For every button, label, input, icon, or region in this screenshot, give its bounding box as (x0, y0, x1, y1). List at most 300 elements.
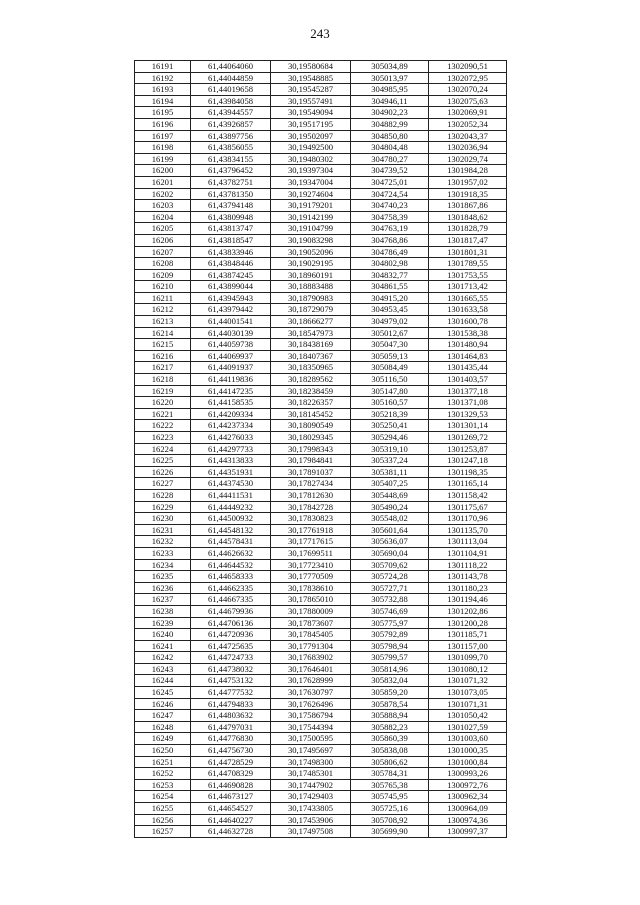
latitude-cell: 61,44059738 (191, 339, 271, 351)
point-number-cell: 16231 (135, 524, 191, 536)
longitude-cell: 30,19052096 (271, 246, 351, 258)
longitude-cell: 30,17429403 (271, 791, 351, 803)
latitude-cell: 61,44019658 (191, 84, 271, 96)
y-coordinate-cell: 1301633,58 (429, 304, 507, 316)
longitude-cell: 30,19397304 (271, 165, 351, 177)
y-coordinate-cell: 1301848,62 (429, 211, 507, 223)
latitude-cell: 61,44667335 (191, 594, 271, 606)
table-row (135, 153, 507, 165)
table-row (135, 118, 507, 130)
longitude-cell: 30,19557491 (271, 95, 351, 107)
point-number-cell: 16200 (135, 165, 191, 177)
point-number-cell: 16206 (135, 234, 191, 246)
longitude-cell: 30,19549094 (271, 107, 351, 119)
table-row (135, 211, 507, 223)
y-coordinate-cell: 1301202,86 (429, 605, 507, 617)
latitude-cell: 61,43834155 (191, 153, 271, 165)
point-number-cell: 16209 (135, 269, 191, 281)
point-number-cell: 16226 (135, 466, 191, 478)
longitude-cell: 30,17485301 (271, 768, 351, 780)
latitude-cell: 61,44119836 (191, 374, 271, 386)
y-coordinate-cell: 1301713,42 (429, 281, 507, 293)
latitude-cell: 61,44654527 (191, 803, 271, 815)
y-coordinate-cell: 1302072,95 (429, 72, 507, 84)
x-coordinate-cell: 305732,88 (351, 594, 429, 606)
longitude-cell: 30,17998343 (271, 443, 351, 455)
latitude-cell: 61,43848446 (191, 258, 271, 270)
point-number-cell: 16256 (135, 814, 191, 826)
latitude-cell: 61,43856055 (191, 142, 271, 154)
table-row (135, 768, 507, 780)
point-number-cell: 16191 (135, 61, 191, 73)
x-coordinate-cell: 304768,86 (351, 234, 429, 246)
y-coordinate-cell: 1301135,70 (429, 524, 507, 536)
longitude-cell: 30,18289562 (271, 374, 351, 386)
table-row (135, 385, 507, 397)
longitude-cell: 30,17984841 (271, 455, 351, 467)
x-coordinate-cell: 304804,48 (351, 142, 429, 154)
x-coordinate-cell: 305838,08 (351, 745, 429, 757)
table-row (135, 362, 507, 374)
point-number-cell: 16203 (135, 200, 191, 212)
latitude-cell: 61,43979442 (191, 304, 271, 316)
table-row (135, 408, 507, 420)
table-row (135, 165, 507, 177)
y-coordinate-cell: 1301828,79 (429, 223, 507, 235)
latitude-cell: 61,44673127 (191, 791, 271, 803)
x-coordinate-cell: 305775,97 (351, 617, 429, 629)
y-coordinate-cell: 1301200,28 (429, 617, 507, 629)
latitude-cell: 61,44500932 (191, 513, 271, 525)
longitude-cell: 30,18090549 (271, 420, 351, 432)
point-number-cell: 16244 (135, 675, 191, 687)
y-coordinate-cell: 1301185,71 (429, 629, 507, 641)
x-coordinate-cell: 305708,92 (351, 814, 429, 826)
table-row (135, 652, 507, 664)
latitude-cell: 61,44725635 (191, 640, 271, 652)
y-coordinate-cell: 1301817,47 (429, 234, 507, 246)
y-coordinate-cell: 1302090,51 (429, 61, 507, 73)
latitude-cell: 61,44724733 (191, 652, 271, 664)
x-coordinate-cell: 305882,23 (351, 721, 429, 733)
x-coordinate-cell: 304915,20 (351, 292, 429, 304)
point-number-cell: 16233 (135, 547, 191, 559)
table-row (135, 397, 507, 409)
y-coordinate-cell: 1301247,18 (429, 455, 507, 467)
x-coordinate-cell: 305888,94 (351, 710, 429, 722)
x-coordinate-cell: 304724,54 (351, 188, 429, 200)
x-coordinate-cell: 305250,41 (351, 420, 429, 432)
x-coordinate-cell: 304953,45 (351, 304, 429, 316)
point-number-cell: 16225 (135, 455, 191, 467)
x-coordinate-cell: 305448,69 (351, 489, 429, 501)
latitude-cell: 61,44797031 (191, 721, 271, 733)
latitude-cell: 61,43794148 (191, 200, 271, 212)
table-row (135, 466, 507, 478)
longitude-cell: 30,19492500 (271, 142, 351, 154)
latitude-cell: 61,43782751 (191, 176, 271, 188)
point-number-cell: 16210 (135, 281, 191, 293)
table-row (135, 733, 507, 745)
y-coordinate-cell: 1301435,44 (429, 362, 507, 374)
y-coordinate-cell: 1301403,57 (429, 374, 507, 386)
table-row (135, 547, 507, 559)
point-number-cell: 16253 (135, 779, 191, 791)
point-number-cell: 16237 (135, 594, 191, 606)
x-coordinate-cell: 304861,55 (351, 281, 429, 293)
latitude-cell: 61,44777532 (191, 687, 271, 699)
latitude-cell: 61,44753132 (191, 675, 271, 687)
latitude-cell: 61,44794833 (191, 698, 271, 710)
point-number-cell: 16211 (135, 292, 191, 304)
y-coordinate-cell: 1301165,14 (429, 478, 507, 490)
latitude-cell: 61,44001541 (191, 316, 271, 328)
longitude-cell: 30,17453906 (271, 814, 351, 826)
longitude-cell: 30,18238459 (271, 385, 351, 397)
longitude-cell: 30,18407367 (271, 350, 351, 362)
table-row (135, 350, 507, 362)
point-number-cell: 16202 (135, 188, 191, 200)
table-row (135, 814, 507, 826)
y-coordinate-cell: 1301789,55 (429, 258, 507, 270)
y-coordinate-cell: 1301301,14 (429, 420, 507, 432)
x-coordinate-cell: 304832,77 (351, 269, 429, 281)
table-row (135, 605, 507, 617)
y-coordinate-cell: 1301957,02 (429, 176, 507, 188)
point-number-cell: 16208 (135, 258, 191, 270)
point-number-cell: 16230 (135, 513, 191, 525)
x-coordinate-cell: 305724,28 (351, 571, 429, 583)
table-row (135, 443, 507, 455)
table-row (135, 629, 507, 641)
point-number-cell: 16257 (135, 826, 191, 838)
latitude-cell: 61,44578431 (191, 536, 271, 548)
x-coordinate-cell: 305814,96 (351, 663, 429, 675)
latitude-cell: 61,44679936 (191, 605, 271, 617)
table-row (135, 281, 507, 293)
longitude-cell: 30,18883488 (271, 281, 351, 293)
table-row (135, 559, 507, 571)
y-coordinate-cell: 1300962,34 (429, 791, 507, 803)
coordinates-table-body (135, 61, 507, 838)
longitude-cell: 30,19502097 (271, 130, 351, 142)
latitude-cell: 61,43781350 (191, 188, 271, 200)
table-row (135, 84, 507, 96)
y-coordinate-cell: 1301464,83 (429, 350, 507, 362)
longitude-cell: 30,17830823 (271, 513, 351, 525)
point-number-cell: 16218 (135, 374, 191, 386)
point-number-cell: 16249 (135, 733, 191, 745)
longitude-cell: 30,17865010 (271, 594, 351, 606)
point-number-cell: 16245 (135, 687, 191, 699)
point-number-cell: 16252 (135, 768, 191, 780)
longitude-cell: 30,19545287 (271, 84, 351, 96)
table-row (135, 234, 507, 246)
y-coordinate-cell: 1300997,37 (429, 826, 507, 838)
latitude-cell: 61,44738032 (191, 663, 271, 675)
table-row (135, 594, 507, 606)
latitude-cell: 61,44690828 (191, 779, 271, 791)
x-coordinate-cell: 304725,01 (351, 176, 429, 188)
x-coordinate-cell: 305084,49 (351, 362, 429, 374)
point-number-cell: 16199 (135, 153, 191, 165)
latitude-cell: 61,44728529 (191, 756, 271, 768)
table-row (135, 489, 507, 501)
point-number-cell: 16216 (135, 350, 191, 362)
x-coordinate-cell: 305792,89 (351, 629, 429, 641)
table-row (135, 316, 507, 328)
latitude-cell: 61,44091937 (191, 362, 271, 374)
latitude-cell: 61,44644532 (191, 559, 271, 571)
table-row (135, 617, 507, 629)
latitude-cell: 61,44720936 (191, 629, 271, 641)
y-coordinate-cell: 1301170,96 (429, 513, 507, 525)
x-coordinate-cell: 305059,13 (351, 350, 429, 362)
x-coordinate-cell: 305160,57 (351, 397, 429, 409)
longitude-cell: 30,17838610 (271, 582, 351, 594)
longitude-cell: 30,18145452 (271, 408, 351, 420)
latitude-cell: 61,43796452 (191, 165, 271, 177)
longitude-cell: 30,18438169 (271, 339, 351, 351)
point-number-cell: 16238 (135, 605, 191, 617)
latitude-cell: 61,43926857 (191, 118, 271, 130)
longitude-cell: 30,19179201 (271, 200, 351, 212)
y-coordinate-cell: 1301003,60 (429, 733, 507, 745)
longitude-cell: 30,18029345 (271, 432, 351, 444)
y-coordinate-cell: 1301480,94 (429, 339, 507, 351)
point-number-cell: 16192 (135, 72, 191, 84)
longitude-cell: 30,17791304 (271, 640, 351, 652)
point-number-cell: 16248 (135, 721, 191, 733)
latitude-cell: 61,44803632 (191, 710, 271, 722)
latitude-cell: 61,44776830 (191, 733, 271, 745)
point-number-cell: 16207 (135, 246, 191, 258)
table-row (135, 675, 507, 687)
table-row (135, 258, 507, 270)
x-coordinate-cell: 305784,31 (351, 768, 429, 780)
longitude-cell: 30,17646401 (271, 663, 351, 675)
longitude-cell: 30,17880009 (271, 605, 351, 617)
point-number-cell: 16229 (135, 501, 191, 513)
y-coordinate-cell: 1301000,35 (429, 745, 507, 757)
table-row (135, 339, 507, 351)
latitude-cell: 61,44374530 (191, 478, 271, 490)
point-number-cell: 16213 (135, 316, 191, 328)
longitude-cell: 30,19517195 (271, 118, 351, 130)
point-number-cell: 16197 (135, 130, 191, 142)
table-row (135, 779, 507, 791)
latitude-cell: 61,44706136 (191, 617, 271, 629)
latitude-cell: 61,44548132 (191, 524, 271, 536)
point-number-cell: 16223 (135, 432, 191, 444)
point-number-cell: 16220 (135, 397, 191, 409)
x-coordinate-cell: 305727,71 (351, 582, 429, 594)
point-number-cell: 16222 (135, 420, 191, 432)
x-coordinate-cell: 304740,23 (351, 200, 429, 212)
longitude-cell: 30,19347004 (271, 176, 351, 188)
coordinates-table (134, 60, 507, 838)
table-row (135, 710, 507, 722)
table-row (135, 374, 507, 386)
table-row (135, 176, 507, 188)
longitude-cell: 30,17723410 (271, 559, 351, 571)
table-row (135, 95, 507, 107)
x-coordinate-cell: 305013,97 (351, 72, 429, 84)
y-coordinate-cell: 1302029,74 (429, 153, 507, 165)
point-number-cell: 16221 (135, 408, 191, 420)
point-number-cell: 16239 (135, 617, 191, 629)
x-coordinate-cell: 304780,27 (351, 153, 429, 165)
latitude-cell: 61,44064060 (191, 61, 271, 73)
point-number-cell: 16246 (135, 698, 191, 710)
point-number-cell: 16201 (135, 176, 191, 188)
longitude-cell: 30,18729079 (271, 304, 351, 316)
x-coordinate-cell: 304979,02 (351, 316, 429, 328)
y-coordinate-cell: 1301377,18 (429, 385, 507, 397)
table-row (135, 536, 507, 548)
point-number-cell: 16219 (135, 385, 191, 397)
latitude-cell: 61,43897756 (191, 130, 271, 142)
point-number-cell: 16232 (135, 536, 191, 548)
longitude-cell: 30,19548885 (271, 72, 351, 84)
y-coordinate-cell: 1300972,76 (429, 779, 507, 791)
longitude-cell: 30,18666277 (271, 316, 351, 328)
latitude-cell: 61,43944557 (191, 107, 271, 119)
x-coordinate-cell: 305601,64 (351, 524, 429, 536)
longitude-cell: 30,17544394 (271, 721, 351, 733)
point-number-cell: 16228 (135, 489, 191, 501)
table-row (135, 745, 507, 757)
latitude-cell: 61,44069937 (191, 350, 271, 362)
x-coordinate-cell: 304763,19 (351, 223, 429, 235)
longitude-cell: 30,17500595 (271, 733, 351, 745)
x-coordinate-cell: 305218,39 (351, 408, 429, 420)
latitude-cell: 61,44411531 (191, 489, 271, 501)
table-row (135, 304, 507, 316)
point-number-cell: 16198 (135, 142, 191, 154)
y-coordinate-cell: 1301143,78 (429, 571, 507, 583)
table-row (135, 513, 507, 525)
latitude-cell: 61,43833946 (191, 246, 271, 258)
y-coordinate-cell: 1301027,59 (429, 721, 507, 733)
point-number-cell: 16205 (135, 223, 191, 235)
y-coordinate-cell: 1301071,32 (429, 675, 507, 687)
longitude-cell: 30,17626496 (271, 698, 351, 710)
latitude-cell: 61,44756730 (191, 745, 271, 757)
longitude-cell: 30,17842728 (271, 501, 351, 513)
x-coordinate-cell: 305337,24 (351, 455, 429, 467)
latitude-cell: 61,44209334 (191, 408, 271, 420)
latitude-cell: 61,44276033 (191, 432, 271, 444)
x-coordinate-cell: 305746,69 (351, 605, 429, 617)
table-row (135, 640, 507, 652)
table-row (135, 200, 507, 212)
longitude-cell: 30,19142199 (271, 211, 351, 223)
y-coordinate-cell: 1301665,55 (429, 292, 507, 304)
longitude-cell: 30,18226357 (271, 397, 351, 409)
longitude-cell: 30,19580684 (271, 61, 351, 73)
y-coordinate-cell: 1301099,70 (429, 652, 507, 664)
longitude-cell: 30,17495697 (271, 745, 351, 757)
point-number-cell: 16243 (135, 663, 191, 675)
x-coordinate-cell: 304739,52 (351, 165, 429, 177)
latitude-cell: 61,43899044 (191, 281, 271, 293)
latitude-cell: 61,44449232 (191, 501, 271, 513)
table-row (135, 756, 507, 768)
longitude-cell: 30,17498300 (271, 756, 351, 768)
point-number-cell: 16217 (135, 362, 191, 374)
y-coordinate-cell: 1300974,36 (429, 814, 507, 826)
point-number-cell: 16247 (135, 710, 191, 722)
x-coordinate-cell: 304946,11 (351, 95, 429, 107)
table-row (135, 72, 507, 84)
latitude-cell: 61,44313833 (191, 455, 271, 467)
point-number-cell: 16204 (135, 211, 191, 223)
x-coordinate-cell: 304882,99 (351, 118, 429, 130)
longitude-cell: 30,17845405 (271, 629, 351, 641)
point-number-cell: 16212 (135, 304, 191, 316)
y-coordinate-cell: 1301371,08 (429, 397, 507, 409)
table-row (135, 420, 507, 432)
x-coordinate-cell: 305859,20 (351, 687, 429, 699)
x-coordinate-cell: 305765,38 (351, 779, 429, 791)
point-number-cell: 16195 (135, 107, 191, 119)
latitude-cell: 61,44030139 (191, 327, 271, 339)
latitude-cell: 61,44632728 (191, 826, 271, 838)
x-coordinate-cell: 305548,02 (351, 513, 429, 525)
x-coordinate-cell: 305381,11 (351, 466, 429, 478)
table-row (135, 107, 507, 119)
latitude-cell: 61,43984058 (191, 95, 271, 107)
latitude-cell: 61,44662335 (191, 582, 271, 594)
y-coordinate-cell: 1301104,91 (429, 547, 507, 559)
y-coordinate-cell: 1301180,23 (429, 582, 507, 594)
x-coordinate-cell: 305860,39 (351, 733, 429, 745)
table-row (135, 501, 507, 513)
longitude-cell: 30,17497508 (271, 826, 351, 838)
y-coordinate-cell: 1301175,67 (429, 501, 507, 513)
latitude-cell: 61,44658333 (191, 571, 271, 583)
table-row (135, 478, 507, 490)
y-coordinate-cell: 1301080,12 (429, 663, 507, 675)
point-number-cell: 16193 (135, 84, 191, 96)
latitude-cell: 61,44708329 (191, 768, 271, 780)
point-number-cell: 16240 (135, 629, 191, 641)
latitude-cell: 61,44626632 (191, 547, 271, 559)
table-row (135, 327, 507, 339)
table-row (135, 142, 507, 154)
x-coordinate-cell: 305798,94 (351, 640, 429, 652)
y-coordinate-cell: 1301269,72 (429, 432, 507, 444)
y-coordinate-cell: 1302036,94 (429, 142, 507, 154)
latitude-cell: 61,44147235 (191, 385, 271, 397)
x-coordinate-cell: 305012,67 (351, 327, 429, 339)
point-number-cell: 16241 (135, 640, 191, 652)
latitude-cell: 61,44640227 (191, 814, 271, 826)
point-number-cell: 16227 (135, 478, 191, 490)
table-row (135, 292, 507, 304)
longitude-cell: 30,18547973 (271, 327, 351, 339)
table-row (135, 61, 507, 73)
longitude-cell: 30,17628999 (271, 675, 351, 687)
x-coordinate-cell: 305709,62 (351, 559, 429, 571)
longitude-cell: 30,18350965 (271, 362, 351, 374)
y-coordinate-cell: 1301867,86 (429, 200, 507, 212)
x-coordinate-cell: 305319,10 (351, 443, 429, 455)
longitude-cell: 30,18960191 (271, 269, 351, 281)
y-coordinate-cell: 1301118,22 (429, 559, 507, 571)
x-coordinate-cell: 305047,30 (351, 339, 429, 351)
